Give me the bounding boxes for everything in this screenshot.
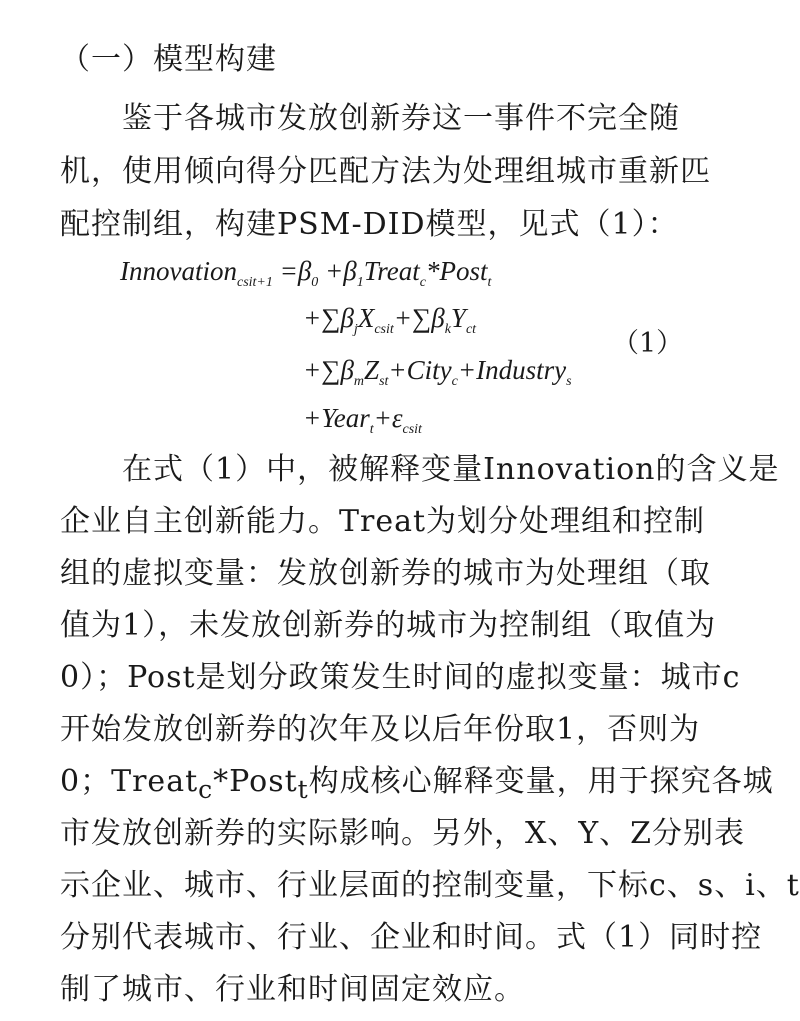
body-line-10: 分别代表城市、行业、企业和时间。式（1）同时控 <box>60 920 763 955</box>
body-line-9: 示企业、城市、行业层面的控制变量，下标c、s、i、t <box>60 868 800 903</box>
equation-number: （1） <box>612 328 684 359</box>
body-line-6: 开始发放创新券的次年及以后年份取1，否则为 <box>60 712 701 747</box>
intro-line-2: 机，使用倾向得分匹配方法为处理组城市重新匹 <box>60 154 711 189</box>
body-line-7: 0；Treat$_c$*Post$_t$构成核心解释变量，用于探究各城 <box>60 764 774 804</box>
body-line-11: 制了城市、行业和时间固定效应。 <box>60 972 525 1007</box>
body-line-4: 值为1），未发放创新券的城市为控制组（取值为 <box>60 608 717 643</box>
body-line-3: 组的虚拟变量：发放创新券的城市为处理组（取 <box>60 556 711 591</box>
equation-line-4: $+Year_t+\varepsilon_{csit}$ <box>303 403 422 437</box>
intro-line-1: 鉴于各城市发放创新券这一事件不完全随 <box>122 101 680 136</box>
equation-line-1: Innovation$_{csit+1}$ $=\beta_0$ $+\beta_1Treat_c*Post_t$ <box>120 256 492 290</box>
equation-line-3: $+\sum\beta_mZ_{st}+City_c+Industry_s$ <box>303 355 572 389</box>
body-line-8: 市发放创新券的实际影响。另外，X、Y、Z分别表 <box>60 816 746 851</box>
section-heading: （一）模型构建 <box>60 42 277 77</box>
body-line-1: 在式（1）中，被解释变量Innovation的含义是 <box>122 452 780 487</box>
intro-line-3: 配控制组，构建PSM-DID模型，见式（1）： <box>60 207 679 242</box>
equation-line-2: $+\sum\beta_jX_{csit}+\sum\beta_kY_{ct}$ <box>303 303 477 337</box>
body-line-5: 0）；Post是划分政策发生时间的虚拟变量：城市c <box>60 660 741 695</box>
body-line-2: 企业自主创新能力。Treat为划分处理组和控制 <box>60 504 706 539</box>
